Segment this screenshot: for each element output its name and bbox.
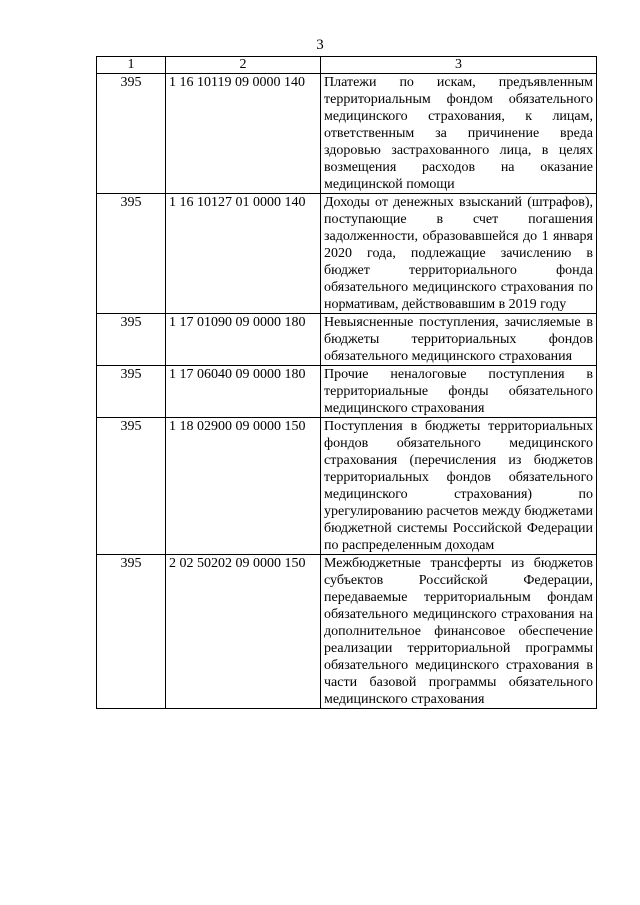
budget-code-cell: 1 16 10119 09 0000 140 [166, 74, 321, 194]
budget-classification-table [96, 56, 597, 709]
budget-code-cell: 1 18 02900 09 0000 150 [166, 418, 321, 555]
admin-code-cell: 395 [97, 74, 166, 194]
table-row [97, 194, 597, 314]
admin-code-cell: 395 [97, 366, 166, 418]
admin-code-cell: 395 [97, 418, 166, 555]
description-cell: Прочие неналоговые поступления в территориальные фонды обязательного медицинского страхования [321, 366, 597, 418]
budget-code-cell: 1 16 10127 01 0000 140 [166, 194, 321, 314]
admin-code-cell: 395 [97, 555, 166, 709]
budget-code-cell: 1 17 06040 09 0000 180 [166, 366, 321, 418]
table-row [97, 74, 597, 194]
description-cell: Доходы от денежных взысканий (штрафов), поступающие в счет погашения задолженности, образовавшейся до 1 января 2020 года, подлежащие зачислению в бюджет территориального фонда обязательного медицинского страхования по нормативам, действовавшим в 2019 году [321, 194, 597, 314]
table-row [97, 366, 597, 418]
description-cell: Платежи по искам, предъявленным территориальным фондом обязательного медицинского страхования, к лицам, ответственным за причинение вреда здоровью застрахованного лица, в целях возмещения расходов на оказание медицинской помощи [321, 74, 597, 194]
column-header-1: 1 [97, 57, 166, 74]
description-cell: Межбюджетные трансферты из бюджетов субъектов Российской Федерации, передаваемые территориальным фондам обязательного медицинского страхования на дополнительное финансовое обеспечение реализации территориальной программы обязательного медицинского страхования в части базовой программы обязательного медицинского страхования [321, 555, 597, 709]
admin-code-cell: 395 [97, 314, 166, 366]
column-header-3: 3 [321, 57, 597, 74]
table-row [97, 314, 597, 366]
description-cell: Поступления в бюджеты территориальных фондов обязательного медицинского страхования (перечисления из бюджетов территориальных фондов обязательного медицинского страхования) по урегулированию расчетов между бюджетами бюджетной системы Российской Федерации по распределенным доходам [321, 418, 597, 555]
description-cell: Невыясненные поступления, зачисляемые в бюджеты территориальных фондов обязательного медицинского страхования [321, 314, 597, 366]
table-header-row [97, 57, 597, 74]
budget-code-cell: 1 17 01090 09 0000 180 [166, 314, 321, 366]
budget-code-cell: 2 02 50202 09 0000 150 [166, 555, 321, 709]
table-row [97, 418, 597, 555]
admin-code-cell: 395 [97, 194, 166, 314]
table-body [97, 57, 597, 709]
page-number: 3 [316, 37, 324, 53]
table-row [97, 555, 597, 709]
column-header-2: 2 [166, 57, 321, 74]
